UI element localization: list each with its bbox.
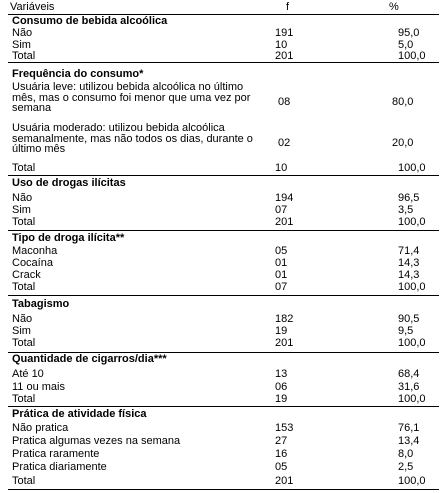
freq-cell: 201	[275, 475, 294, 487]
section-rule	[8, 406, 439, 407]
row-label: Crack	[12, 269, 41, 281]
row-label: Não	[12, 27, 33, 39]
section-label: Consumo de bebida alcoólica	[12, 15, 168, 27]
freq-cell: 201	[275, 216, 294, 228]
row-label: Não pratica	[12, 422, 69, 434]
row-label: Usuária leve: utilizou bebida alcoólica no último mês, mas o consumo foi menor que uma vez por semana	[12, 81, 251, 114]
section-label: Uso de drogas ilícitas	[12, 177, 126, 189]
pct-cell: 9,5	[398, 325, 414, 337]
bottom-rule	[8, 489, 439, 490]
pct-cell: 13,4	[398, 435, 420, 447]
freq-cell: 194	[275, 192, 294, 204]
freq-cell: 27	[275, 435, 288, 447]
header-variable: Variáveis	[10, 1, 55, 13]
row-label: Total	[12, 475, 36, 487]
pct-cell: 31,6	[398, 381, 420, 393]
freq-cell: 201	[275, 337, 294, 349]
row-label: Não	[12, 313, 33, 325]
row-label: Maconha	[12, 245, 58, 257]
freq-cell: 05	[275, 245, 288, 257]
row-label: Total	[12, 216, 36, 228]
row-label: Pratica algumas vezes na semana	[12, 435, 181, 447]
pct-cell: 100,0	[398, 393, 426, 405]
section-label: Frequência do consumo*	[12, 68, 144, 80]
section-rule	[8, 175, 439, 176]
row-label: Total	[12, 281, 36, 293]
row-label: Total	[12, 337, 36, 349]
section-label: Quantidade de cigarros/dia***	[12, 353, 167, 365]
row-label: Sim	[12, 39, 31, 51]
pct-cell: 20,0	[392, 137, 414, 149]
freq-cell: 16	[275, 448, 288, 460]
freq-cell: 191	[275, 27, 294, 39]
pct-cell: 76,1	[398, 422, 420, 434]
row-label: Não	[12, 192, 33, 204]
pct-cell: 8,0	[398, 448, 414, 460]
header-f: f	[286, 1, 290, 13]
section-label: Tipo de droga ilícita**	[12, 232, 125, 244]
section-label: Prática de atividade física	[12, 408, 147, 420]
pct-cell: 14,3	[398, 257, 420, 269]
pct-cell: 3,5	[398, 204, 414, 216]
section-label: Tabagismo	[12, 298, 70, 310]
freq-cell: 08	[278, 96, 291, 108]
pct-cell: 14,3	[398, 269, 420, 281]
row-label: Cocaína	[12, 257, 53, 269]
pct-cell: 2,5	[398, 461, 414, 473]
freq-cell: 06	[275, 381, 288, 393]
row-label: Pratica raramente	[12, 448, 100, 460]
pct-cell: 68,4	[398, 368, 420, 380]
pct-cell: 100,0	[398, 50, 426, 62]
freq-cell: 01	[275, 269, 288, 281]
freq-cell: 07	[275, 204, 288, 216]
freq-cell: 153	[275, 422, 294, 434]
freq-cell: 05	[275, 461, 288, 473]
freq-cell: 19	[275, 325, 288, 337]
section-rule	[8, 352, 439, 353]
pct-cell: 5,0	[398, 39, 414, 51]
freq-cell: 01	[275, 257, 288, 269]
freq-cell: 10	[275, 162, 288, 174]
section-rule	[8, 62, 439, 63]
row-label: Total	[12, 50, 36, 62]
section-rule	[8, 230, 439, 231]
pct-cell: 96,5	[398, 192, 420, 204]
pct-cell: 95,0	[398, 27, 420, 39]
row-label: Total	[12, 393, 36, 405]
freq-cell: 07	[275, 281, 288, 293]
header-pct: %	[389, 1, 399, 13]
row-label: Usuária moderado: utilizou bebida alcoólica semanalmente, mas não todos os dias, durante o último mês	[12, 122, 253, 155]
pct-cell: 71,4	[398, 245, 420, 257]
row-label: 11 ou mais	[12, 381, 65, 393]
section-rule	[8, 295, 439, 296]
row-label: Sim	[12, 325, 31, 337]
row-label: Pratica diariamente	[12, 461, 107, 473]
freq-cell: 182	[275, 313, 294, 325]
pct-cell: 100,0	[398, 216, 426, 228]
pct-cell: 100,0	[398, 337, 426, 349]
pct-cell: 100,0	[398, 281, 426, 293]
freq-cell: 02	[278, 137, 291, 149]
pct-cell: 100,0	[398, 162, 426, 174]
freq-cell: 201	[275, 50, 294, 62]
row-label: Total	[12, 162, 36, 174]
freq-cell: 10	[275, 39, 288, 51]
freq-cell: 13	[275, 368, 288, 380]
pct-cell: 90,5	[398, 313, 420, 325]
pct-cell: 80,0	[392, 96, 414, 108]
row-label: Sim	[12, 204, 31, 216]
pct-cell: 100,0	[398, 475, 426, 487]
freq-cell: 19	[275, 393, 288, 405]
row-label: Até 10	[12, 368, 44, 380]
